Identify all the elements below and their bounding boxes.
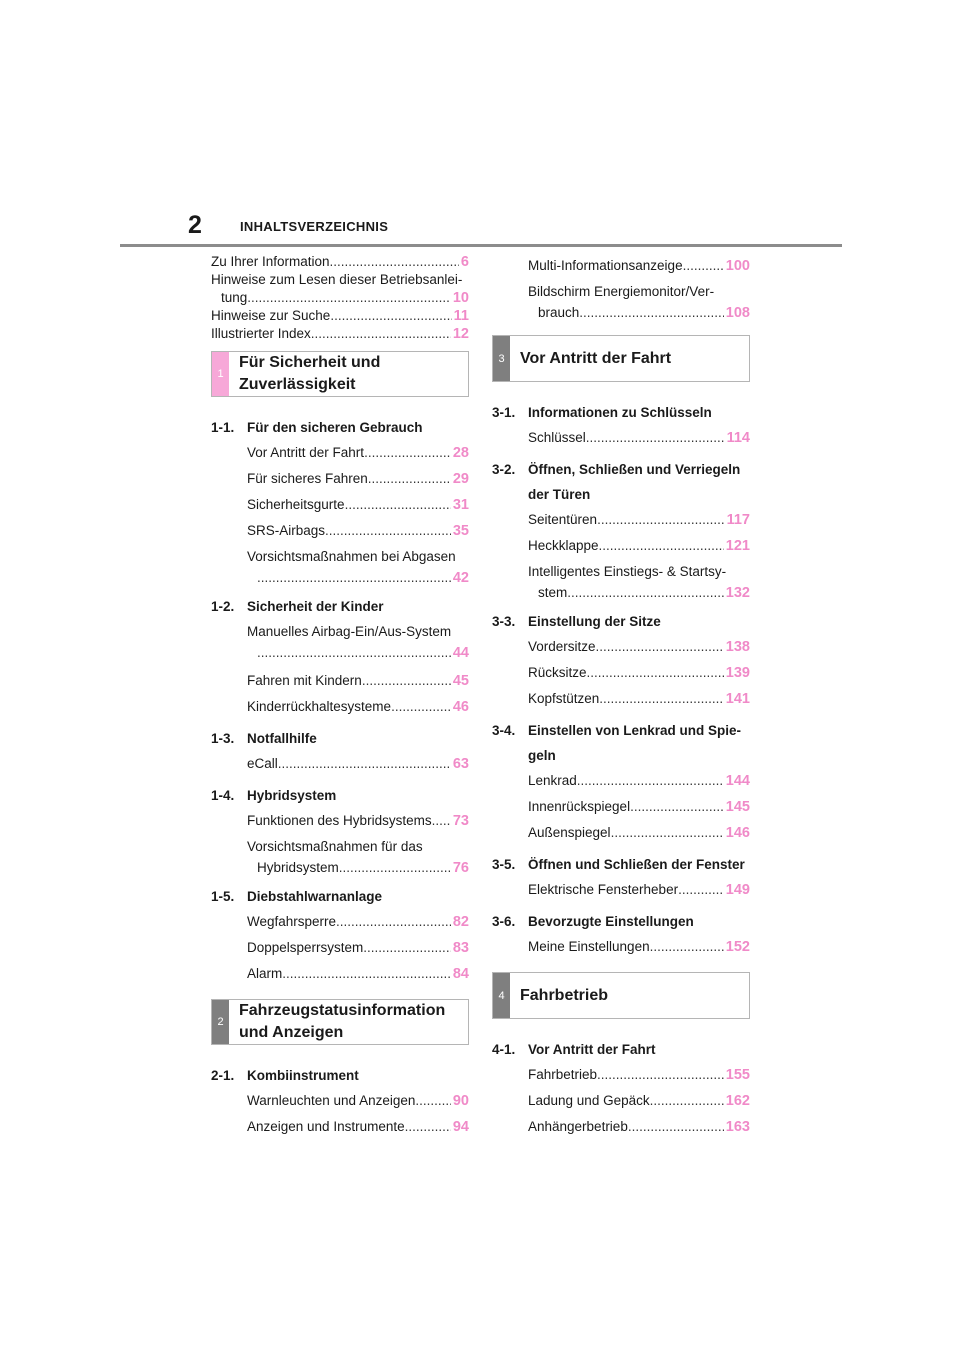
subsection-title: Hybridsystem [247, 788, 337, 803]
page-ref: 149 [725, 882, 750, 898]
toc-column-left [211, 253, 469, 1140]
page-ref: 84 [452, 966, 469, 982]
toc-entry[interactable] [528, 507, 750, 533]
header-title: INHALTSVERZEICHNIS [240, 219, 389, 234]
toc-entry[interactable] [247, 518, 469, 544]
entry-title: Für sicheres Fahren [247, 471, 368, 486]
page-ref: 82 [452, 914, 469, 930]
toc-entry[interactable] [247, 546, 469, 588]
subsection-number: 1-4. [211, 788, 235, 803]
entry-title: Hinweise zum Lesen dieser Betriebsanlei- [211, 272, 463, 287]
dot-leader [278, 751, 451, 776]
page-ref: 11 [453, 308, 469, 324]
page-ref: 139 [725, 665, 750, 681]
dot-leader [257, 643, 451, 663]
toc-entry[interactable] [211, 271, 469, 307]
dot-leader [364, 440, 451, 465]
subsection-heading[interactable] [492, 909, 750, 934]
section-header-2[interactable] [211, 999, 469, 1045]
toc-entry[interactable] [528, 1114, 750, 1140]
dot-leader [567, 583, 724, 603]
toc-entry[interactable] [211, 253, 469, 271]
subsection [492, 457, 750, 603]
subsection-number: 1-2. [211, 599, 235, 614]
subsection-heading[interactable] [492, 400, 750, 425]
section-title-line: Fahrzeugstatusinformation [239, 1002, 446, 1019]
subsection [211, 1063, 469, 1140]
dot-leader [599, 686, 724, 711]
toc-entry[interactable] [247, 621, 469, 663]
dot-leader [325, 518, 451, 543]
entry-title: Sicherheitsgurte [247, 497, 345, 512]
section-tab: 3 [493, 336, 510, 381]
subsection-number: 3-6. [492, 914, 516, 929]
entry-title: Manuelles Airbag-Ein/Aus-System [247, 624, 452, 639]
section-tab: 4 [493, 973, 510, 1018]
subsection-title: Diebstahlwarnanlage [247, 889, 383, 904]
dot-leader [362, 668, 451, 693]
toc-entry[interactable] [528, 1088, 750, 1114]
toc-entry[interactable] [528, 425, 750, 451]
page-ref: 145 [725, 799, 750, 815]
entry-title-cont: stem [538, 585, 568, 600]
section-title-line: Für Sicherheit und [239, 354, 381, 371]
entry-title: Multi-Informationsanzeige [528, 258, 683, 273]
subsection-title: Vor Antritt der Fahrt [528, 1042, 656, 1057]
subsection-title: Bevorzugte Einstellungen [528, 914, 694, 929]
subsection [211, 415, 469, 588]
dot-leader [596, 634, 724, 659]
toc-entry[interactable] [247, 808, 469, 834]
entry-title: Illustrierter Index [211, 326, 311, 341]
page-number: 2 [188, 211, 202, 239]
subsection-number: 1-3. [211, 731, 235, 746]
subsection-heading[interactable] [492, 457, 750, 507]
dot-leader [597, 507, 725, 532]
subsection-heading[interactable] [211, 783, 469, 808]
dot-leader [257, 568, 451, 588]
page-ref: 73 [452, 813, 469, 829]
page-ref: 132 [725, 585, 750, 601]
page-ref: 94 [452, 1119, 469, 1135]
subsection [492, 852, 750, 903]
page-ref: 141 [725, 691, 750, 707]
dot-leader [405, 1114, 451, 1139]
dot-leader [586, 425, 725, 450]
section-title: Vor Antritt der Fahrt [520, 349, 672, 367]
dot-leader [650, 934, 724, 959]
toc-entry[interactable] [528, 660, 750, 686]
subsection-title: Öffnen und Schließen der Fenster [528, 857, 745, 872]
page-ref: 117 [726, 512, 750, 528]
section-tab: 1 [212, 352, 229, 396]
page-ref: 12 [452, 326, 469, 342]
toc-entry[interactable] [528, 253, 750, 279]
entry-title: Vor Antritt der Fahrt [247, 445, 365, 460]
subsection-title: Kombiinstrument [247, 1068, 359, 1083]
page-ref: 35 [452, 523, 469, 539]
entry-title: Ladung und Gepäck [528, 1093, 650, 1108]
toc-entry[interactable] [211, 325, 469, 343]
entry-title: Kinderrückhaltesysteme [247, 699, 392, 714]
page-ref: 162 [725, 1093, 750, 1109]
page-ref: 114 [726, 430, 750, 446]
page-ref: 144 [725, 773, 750, 789]
page-ref: 10 [452, 290, 469, 306]
subsection-title: Einstellen von Lenkrad und Spie- [528, 723, 742, 738]
subsection-heading[interactable] [211, 594, 469, 619]
section-title [229, 1000, 445, 1044]
toc-entry[interactable] [247, 909, 469, 935]
dot-leader [579, 303, 724, 323]
toc-entry[interactable] [528, 1062, 750, 1088]
subsection-number: 3-5. [492, 857, 516, 872]
entry-title: Wegfahrsperre [247, 914, 337, 929]
entry-title: Doppelsperrsystem [247, 940, 364, 955]
dot-leader [282, 961, 451, 986]
entry-title-cont: Hybridsystem [257, 860, 339, 875]
subsection [492, 400, 750, 451]
subsection-title: Einstellung der Sitze [528, 614, 661, 629]
dot-leader [247, 289, 451, 307]
toc-entry[interactable] [247, 751, 469, 777]
subsection-title: Notfallhilfe [247, 731, 317, 746]
page-ref: 83 [452, 940, 469, 956]
subsection-title-cont: der Türen [528, 487, 591, 502]
subsection [211, 594, 469, 720]
dot-leader [345, 492, 451, 517]
subsection-heading[interactable] [492, 718, 750, 768]
toc-entry[interactable] [528, 634, 750, 660]
dot-leader [599, 533, 724, 558]
page-ref: 63 [452, 756, 469, 772]
subsection-heading[interactable] [492, 609, 750, 634]
page-ref: 152 [725, 939, 750, 955]
toc-entry[interactable] [247, 961, 469, 987]
dot-leader [597, 1062, 724, 1087]
toc-entry[interactable] [528, 794, 750, 820]
dot-leader [577, 768, 724, 793]
dot-leader [311, 325, 451, 343]
toc-entry[interactable] [528, 561, 750, 603]
page-ref: 42 [452, 570, 469, 586]
toc-entry[interactable] [247, 440, 469, 466]
subsection-heading[interactable] [211, 415, 469, 440]
dot-leader [611, 820, 724, 845]
toc-column-right [492, 253, 750, 1140]
toc-entry[interactable] [247, 466, 469, 492]
toc-entry[interactable] [247, 1088, 469, 1114]
subsection-title: Sicherheit der Kinder [247, 599, 384, 614]
entry-title: SRS-Airbags [247, 523, 326, 538]
subsection-title-cont: geln [528, 748, 556, 763]
page-ref: 76 [452, 860, 469, 876]
header-rule [120, 244, 842, 247]
toc-entry[interactable] [528, 533, 750, 559]
dot-leader [630, 794, 724, 819]
entry-title: Vorsichtsmaßnahmen für das [247, 839, 423, 854]
dot-leader [330, 253, 459, 271]
subsection [492, 718, 750, 846]
dot-leader [330, 307, 451, 325]
subsection-heading[interactable] [211, 726, 469, 751]
toc-entry[interactable] [528, 768, 750, 794]
subsection-number: 3-3. [492, 614, 516, 629]
subsection-heading[interactable] [492, 852, 750, 877]
page-ref: 108 [725, 305, 750, 321]
toc-entry[interactable] [247, 694, 469, 720]
dot-leader [415, 1088, 450, 1113]
section-header-1[interactable] [211, 351, 469, 397]
subsection-title: Informationen zu Schlüsseln [528, 405, 712, 420]
toc-entry[interactable] [528, 877, 750, 903]
subsection-number: 1-1. [211, 420, 235, 435]
entry-title: Kopfstützen [528, 691, 600, 706]
entry-title: Innenrückspiegel [528, 799, 631, 814]
toc-entry[interactable] [247, 935, 469, 961]
page-ref: 28 [452, 445, 469, 461]
subsection-number: 3-1. [492, 405, 516, 420]
dot-leader [650, 1088, 724, 1113]
section-title: Fahrbetrieb [520, 986, 609, 1004]
entry-title: Anzeigen und Instrumente [247, 1119, 405, 1134]
toc-entry[interactable] [528, 686, 750, 712]
dot-leader [363, 935, 451, 960]
subsection-number: 2-1. [211, 1068, 235, 1083]
page-ref: 29 [452, 471, 469, 487]
toc-entry[interactable] [247, 1114, 469, 1140]
page-ref: 31 [452, 497, 469, 513]
dot-leader [339, 858, 451, 878]
dot-leader [587, 660, 724, 685]
subsection-heading[interactable] [211, 1063, 469, 1088]
toc-entry[interactable] [247, 492, 469, 518]
section-title [229, 352, 380, 396]
section-header-3[interactable] [492, 335, 750, 382]
subsection [211, 783, 469, 878]
subsection-number: 4-1. [492, 1042, 516, 1057]
page-ref: 121 [725, 538, 750, 554]
subsection [211, 726, 469, 777]
entry-title: Lenkrad [528, 773, 577, 788]
subsection [492, 609, 750, 712]
entry-title: Zu Ihrer Information [211, 254, 330, 269]
page-ref: 138 [725, 639, 750, 655]
section-header-4[interactable] [492, 972, 750, 1019]
dot-leader [678, 877, 724, 902]
subsection-title: Öffnen, Schließen und Verriegeln [528, 462, 741, 477]
page-ref: 155 [725, 1067, 750, 1083]
entry-title: Außenspiegel [528, 825, 611, 840]
entry-title: Warnleuchten und Anzeigen [247, 1093, 416, 1108]
entry-title: eCall [247, 756, 278, 771]
entry-title: Hinweise zur Suche [211, 308, 331, 323]
entry-title: Fahren mit Kindern [247, 673, 362, 688]
subsection-title: Für den sicheren Gebrauch [247, 420, 423, 435]
entry-title-cont: tung [221, 290, 248, 305]
subsection-number: 3-4. [492, 723, 516, 738]
entry-title: Rücksitze [528, 665, 587, 680]
dot-leader [336, 909, 451, 934]
subsection-heading[interactable] [492, 1037, 750, 1062]
section-title-line: und Anzeigen [239, 1024, 344, 1041]
entry-title: Anhängerbetrieb [528, 1119, 628, 1134]
page-ref: 6 [460, 254, 469, 270]
subsection-number: 3-2. [492, 462, 516, 477]
entry-title: Bildschirm Energiemonitor/Ver- [528, 284, 715, 299]
subsection [211, 884, 469, 987]
toc-entry[interactable] [528, 820, 750, 846]
toc-entry[interactable] [211, 307, 469, 325]
entry-title: Schlüssel [528, 430, 586, 445]
page-ref: 46 [452, 699, 469, 715]
dot-leader [628, 1114, 724, 1139]
page-ref: 90 [452, 1093, 469, 1109]
page-ref: 163 [725, 1119, 750, 1135]
section-title-line: Zuverlässigkeit [239, 376, 356, 393]
toc-entry[interactable] [528, 934, 750, 960]
page-ref: 146 [725, 825, 750, 841]
entry-title: Vorsichtsmaßnahmen bei Abgasen [247, 549, 456, 564]
subsection-heading[interactable] [211, 884, 469, 909]
section-tab: 2 [212, 1000, 229, 1044]
entry-title: Heckklappe [528, 538, 599, 553]
toc-entry[interactable] [247, 836, 469, 878]
dot-leader [368, 466, 451, 491]
entry-title: Funktionen des Hybridsystems [247, 813, 432, 828]
entry-title: Intelligentes Einstiegs- & Startsy- [528, 564, 727, 579]
page-ref: 45 [452, 673, 469, 689]
subsection-number: 1-5. [211, 889, 235, 904]
page-header [0, 0, 960, 250]
entry-title: Seitentüren [528, 512, 598, 527]
dot-leader [432, 808, 451, 833]
dot-leader [391, 694, 451, 719]
subsection [492, 909, 750, 960]
entry-title: Alarm [247, 966, 283, 981]
toc-entry[interactable] [528, 281, 750, 323]
entry-title-cont: brauch [538, 305, 580, 320]
page-ref: 100 [725, 258, 750, 274]
subsection [492, 1037, 750, 1140]
dot-leader [683, 253, 724, 278]
entry-title: Elektrische Fensterheber [528, 882, 679, 897]
toc-entry[interactable] [247, 668, 469, 694]
page-ref: 44 [452, 645, 469, 661]
entry-title: Fahrbetrieb [528, 1067, 598, 1082]
entry-title: Meine Einstellungen [528, 939, 650, 954]
entry-title: Vordersitze [528, 639, 596, 654]
